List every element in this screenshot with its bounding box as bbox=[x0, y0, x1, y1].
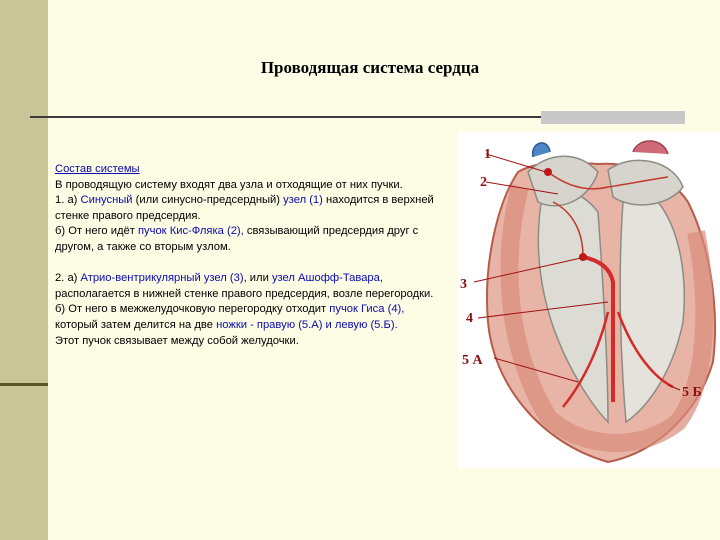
term-ashoff-tavara: узел Ашофф-Тавара, bbox=[271, 272, 383, 285]
section-heading[interactable]: Состав системы bbox=[55, 163, 140, 175]
left-accent-bar bbox=[0, 0, 48, 540]
item-1a-prefix: 1. а) bbox=[55, 194, 81, 207]
divider-accent-block bbox=[541, 111, 685, 124]
label-1: 1 bbox=[484, 147, 491, 162]
intro-text: В проводящую систему входят два узла и отходящие от них пучки. bbox=[55, 178, 403, 191]
av-node-marker bbox=[579, 253, 587, 261]
term-bundle-legs: ножки - правую (5.А) и левую (5.Б). bbox=[216, 318, 398, 331]
item-2c-rest: Этот пучок связывает между собой желудочки. bbox=[55, 334, 299, 347]
leader-1 bbox=[486, 154, 546, 172]
term-kis-flyak: пучок Кис-Фляка (2), bbox=[137, 225, 244, 238]
aorta bbox=[633, 141, 668, 154]
item-2b-prefix: б) От него в межжелудочковую перегородку отходит bbox=[55, 303, 330, 316]
slide-title: Проводящая система сердца bbox=[260, 58, 480, 77]
term-his-bundle: пучок Гиса (4), bbox=[329, 303, 405, 316]
item-2c-prefix: который затем делится на две bbox=[55, 318, 217, 331]
left-bar-shadow bbox=[0, 383, 48, 386]
label-2: 2 bbox=[480, 175, 487, 190]
label-3: 3 bbox=[460, 277, 467, 292]
item-1a-rest: находится в верхней стенке правого предсердия. bbox=[55, 194, 434, 222]
item-1b-prefix: б) От него идёт bbox=[55, 225, 138, 238]
item-2c bbox=[55, 318, 455, 349]
item-1b bbox=[55, 224, 455, 255]
term-av-node: Атрио-вентрикулярный узел (3) bbox=[80, 272, 244, 285]
body-text bbox=[55, 162, 455, 349]
item-2a-mid: , или bbox=[243, 272, 272, 285]
heart-diagram bbox=[458, 132, 720, 468]
superior-vena-cava bbox=[533, 143, 550, 157]
term-sinus: Синусный bbox=[80, 194, 133, 207]
item-2a-rest: располагается в нижней стенке правого предсердия, возле перегородки. bbox=[55, 287, 434, 300]
item-1a-mid: (или синусно-предсердный) bbox=[132, 194, 284, 207]
item-1a bbox=[55, 193, 455, 224]
paragraph-gap bbox=[55, 256, 455, 272]
heart-illustration bbox=[458, 132, 720, 468]
term-node-1: узел (1) bbox=[283, 194, 323, 207]
label-4: 4 bbox=[466, 311, 473, 326]
item-2a bbox=[55, 271, 455, 302]
item-1b-rest: связывающий предсердия друг с другом, а также со вторым узлом. bbox=[55, 225, 419, 253]
label-5b: 5 Б bbox=[682, 385, 702, 400]
label-5a: 5 А bbox=[462, 353, 483, 368]
item-2b bbox=[55, 302, 455, 318]
item-2a-prefix: 2. а) bbox=[55, 272, 81, 285]
